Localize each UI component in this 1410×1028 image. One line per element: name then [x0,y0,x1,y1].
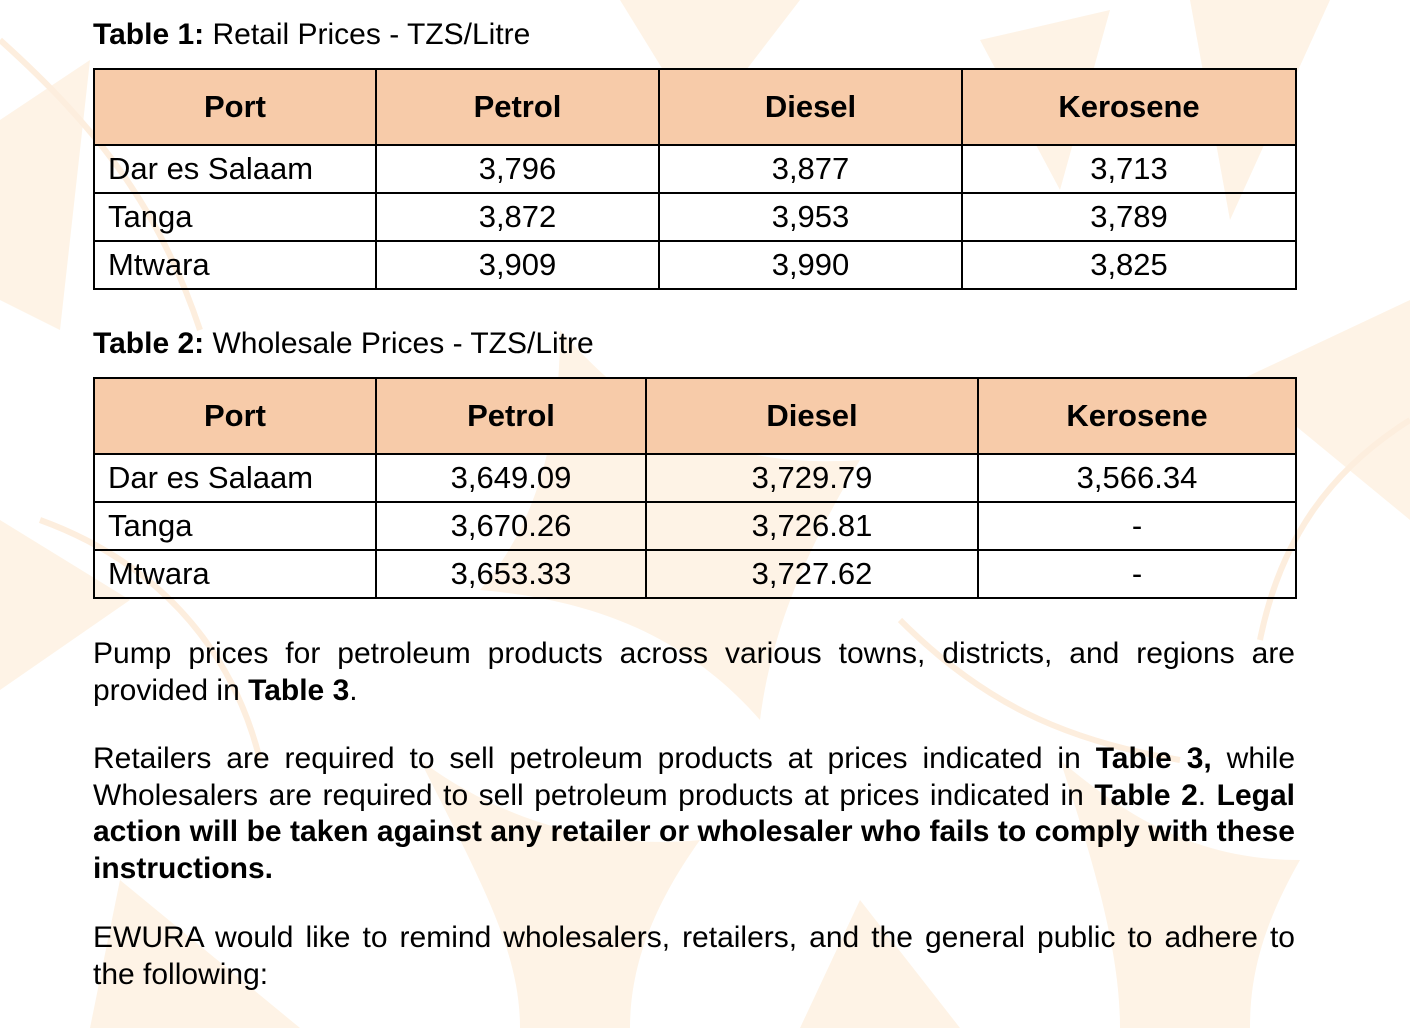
kerosene-cell: 3,825 [962,241,1296,289]
port-cell: Dar es Salaam [94,145,376,193]
port-cell: Mtwara [94,241,376,289]
diesel-cell: 3,877 [659,145,962,193]
table1-caption-text: Retail Prices - TZS/Litre [204,18,531,51]
port-cell: Dar es Salaam [94,454,376,502]
kerosene-cell: - [978,550,1296,598]
paragraph3-text: EWURA would like to remind wholesalers, retailers, and the general public to adhere to the following: [93,921,1295,991]
kerosene-cell: 3,789 [962,193,1296,241]
diesel-cell: 3,726.81 [646,502,978,550]
petrol-cell: 3,796 [376,145,659,193]
header-kerosene: Kerosene [962,69,1296,145]
diesel-cell: 3,727.62 [646,550,978,598]
table-header-row [94,378,1296,454]
paragraph1-end: . [349,673,358,707]
kerosene-cell: 3,713 [962,145,1296,193]
table-row [94,454,1296,502]
header-port: Port [94,378,376,454]
port-cell: Mtwara [94,550,376,598]
header-kerosene: Kerosene [978,378,1296,454]
table-row [94,193,1296,241]
port-cell: Tanga [94,193,376,241]
ewura-reminder-paragraph [93,920,1295,993]
header-diesel: Diesel [646,378,978,454]
legal-action-warning: Legal action will be taken against any retailer or wholesaler who fails to comply with these instructions. [93,778,1295,885]
wholesale-prices-table [93,377,1297,599]
table3-reference: Table 3 [248,673,350,707]
port-cell: Tanga [94,502,376,550]
table-header-row [94,69,1296,145]
table2-reference: Table 2 [1094,778,1198,812]
header-petrol: Petrol [376,69,659,145]
petrol-cell: 3,872 [376,193,659,241]
petrol-cell: 3,653.33 [376,550,646,598]
diesel-cell: 3,729.79 [646,454,978,502]
table-row [94,502,1296,550]
diesel-cell: 3,953 [659,193,962,241]
paragraph2-text-2: while Wholesalers are required to sell petroleum products at prices indicated in [93,742,1296,812]
table2-caption [93,326,594,362]
petrol-cell: 3,670.26 [376,502,646,550]
paragraph1-text: Pump prices for petroleum products across various towns, districts, and regions are provided in [93,637,1295,707]
table-row [94,241,1296,289]
header-diesel: Diesel [659,69,962,145]
table1-caption-label: Table 1: [93,18,205,51]
header-port: Port [94,69,376,145]
kerosene-cell: 3,566.34 [978,454,1296,502]
table2-caption-label: Table 2: [93,327,205,360]
header-petrol: Petrol [376,378,646,454]
table1-caption [93,17,530,53]
petrol-cell: 3,909 [376,241,659,289]
table2-caption-text: Wholesale Prices - TZS/Litre [204,327,594,360]
petrol-cell: 3,649.09 [376,454,646,502]
paragraph2-text-3: . [1197,778,1217,812]
kerosene-cell: - [978,502,1296,550]
compliance-paragraph [93,741,1295,887]
table-row [94,145,1296,193]
retail-prices-table [93,68,1297,290]
table-row [94,550,1296,598]
paragraph2-text-1: Retailers are required to sell petroleum products at prices indicated in [93,742,1096,775]
diesel-cell: 3,990 [659,241,962,289]
pump-prices-paragraph [93,636,1295,709]
table3-reference: Table 3, [1095,742,1212,775]
